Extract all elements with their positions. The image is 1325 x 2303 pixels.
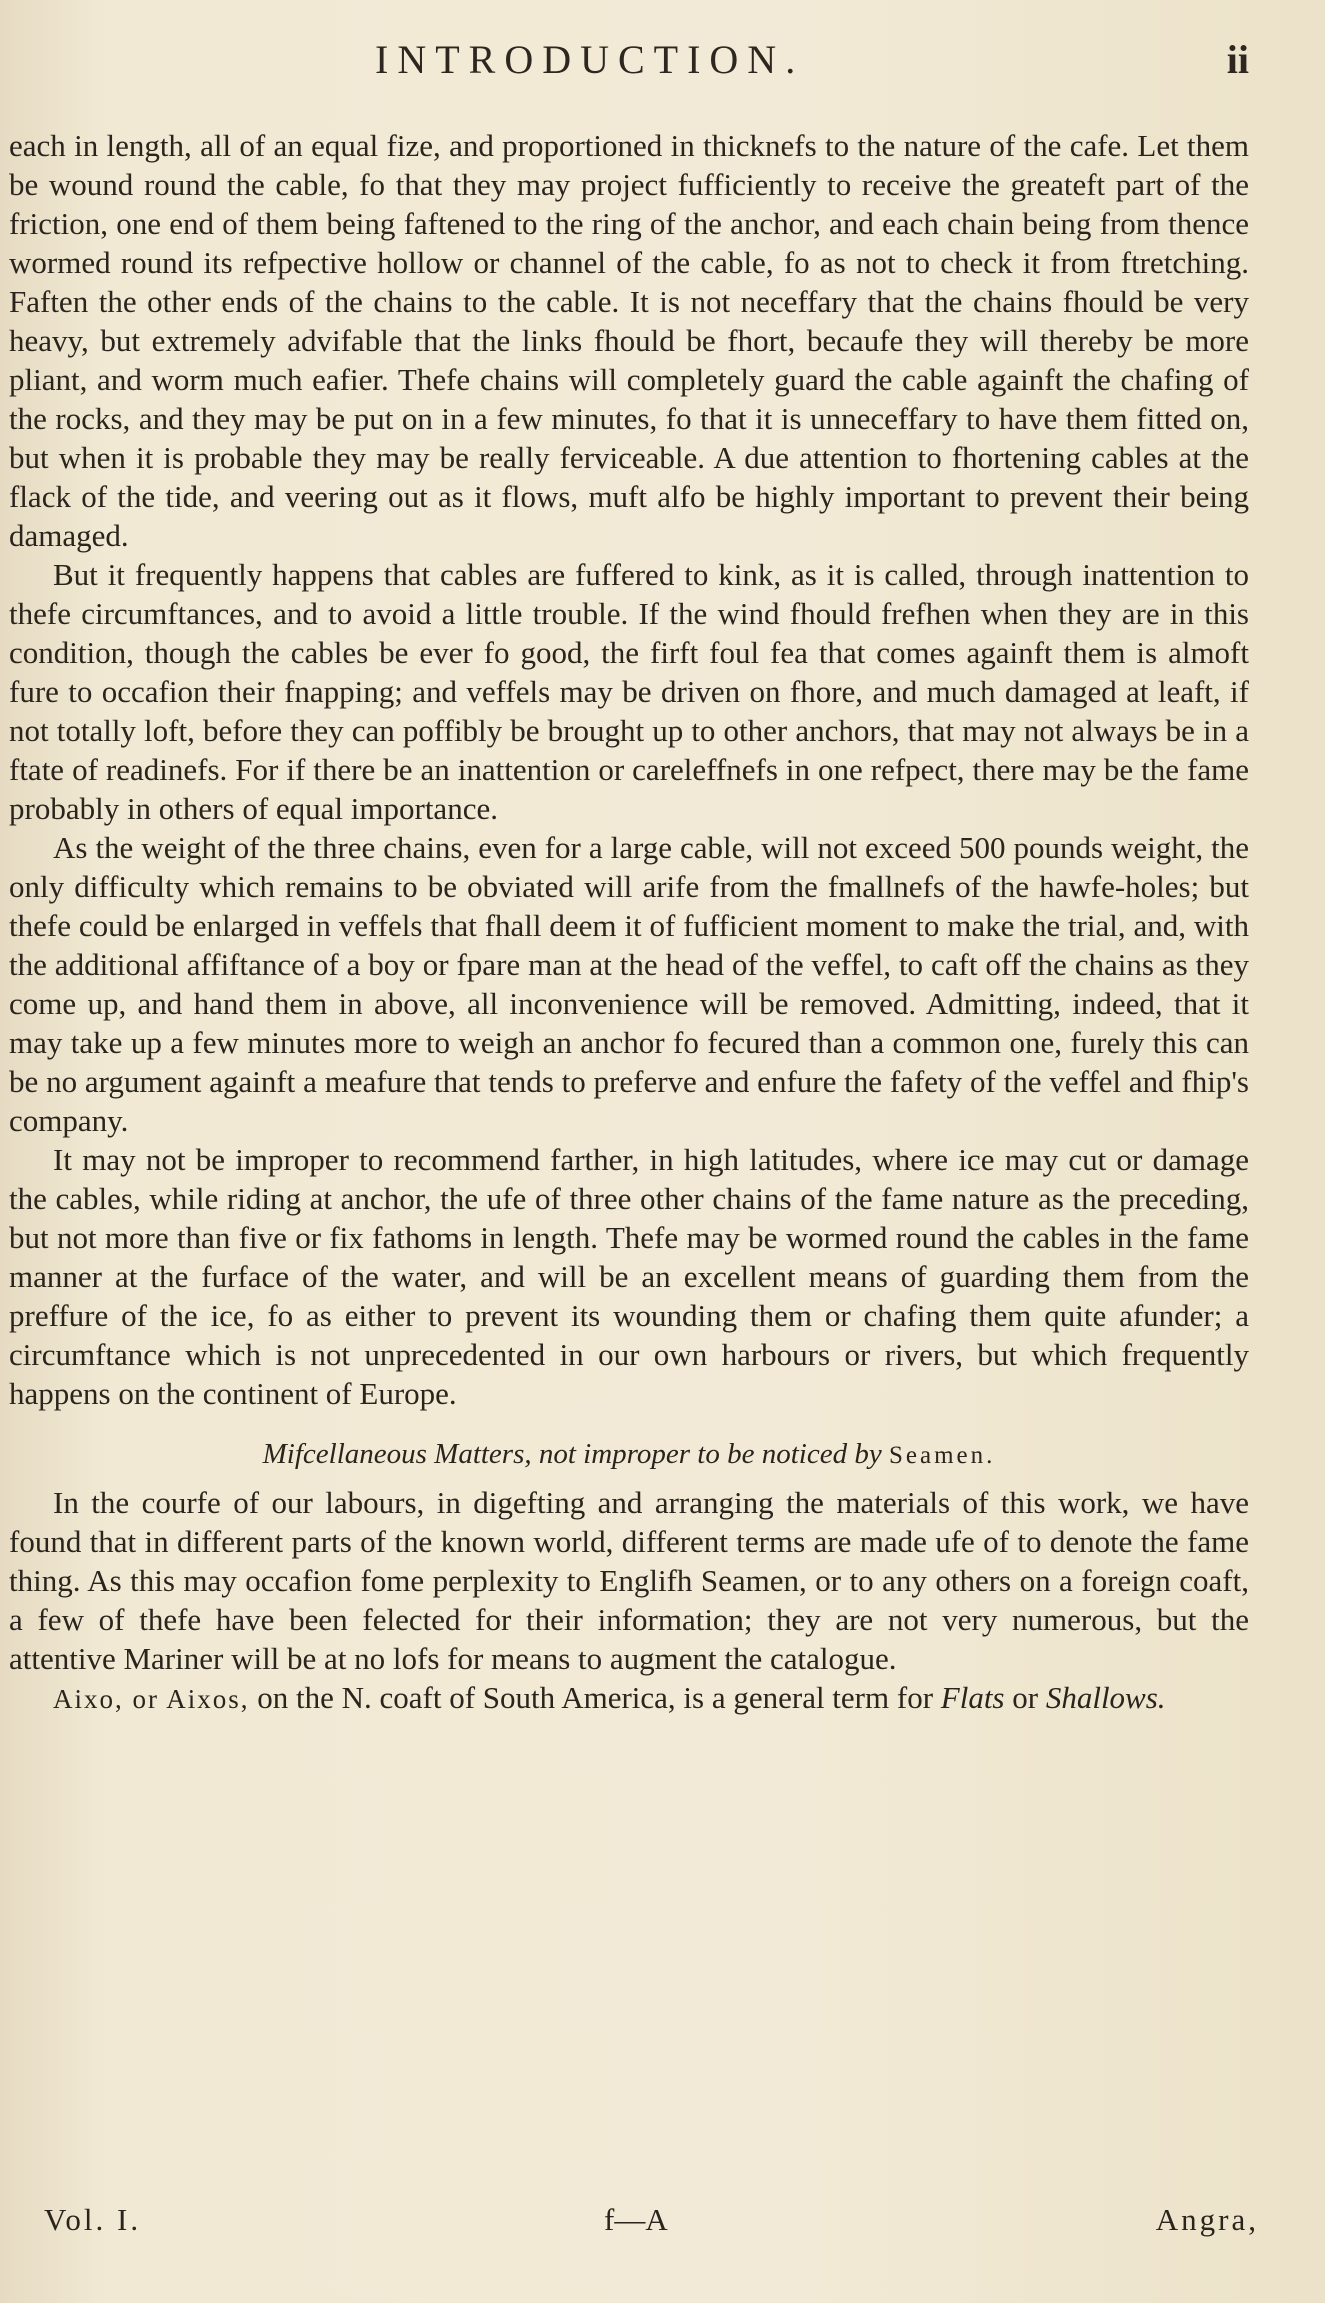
- paragraph-kinking-cables: But it frequently happens that cables are fuffered to kink, as it is called, through inattention to thefe circumftances, and to avoid a little trouble. If the wind fhould frefhen when they are in this condition, though the cables be ever fo good, the firft foul fea that comes againft them is almoft fure to occafion their fnapping; and veffels may be driven on fhore, and much damaged at leaft, if not totally loft, before they can poffibly be brought up to other anchors, that may not always be in a ftate of readinefs. For if there be an inattention or careleffnefs in one refpect, there may be the fame probably in others of equal importance.: [9, 557, 1249, 826]
- page-footer: [44, 2202, 1259, 2248]
- glossary-term: Aixo, or Aixos,: [53, 1684, 250, 1714]
- paragraph-ice-chains: It may not be improper to recommend farther, in high latitudes, where ice may cut or damage the cables, while riding at anchor, the ufe of three other chains of the fame nature as the preceding, but not more than five or fix fathoms in length. Thefe may be wormed round the cables in the fame manner at the furface of the water, and will be an excellent means of guarding them from the preffure of the ice, fo as either to prevent its wounding them or chafing them quite afunder; a circumftance which is not unprecedented in our own harbours or rivers, but which frequently happens on the continent of Europe.: [9, 1142, 1249, 1411]
- section-subheading: [9, 1435, 1249, 1475]
- glossary-entry: [9, 1678, 1249, 1719]
- catchword: Angra,: [1155, 2202, 1259, 2237]
- page-number: ii: [1226, 37, 1249, 82]
- page-body: [9, 126, 1249, 1719]
- paragraph-continued: each in length, all of an equal fize, and proportioned in thicknefs to the nature of the cafe. Let them be wound round the cable, fo that they may project fufficiently to receive the greateft part of the friction, one end of them being faftened to the ring of the anchor, and each chain being from thence wormed round its refpective hollow or channel of the cable, fo as not to check it from ftretching. Faften the other ends of the chains to the cable. It is not neceffary that the chains fhould be very heavy, but extremely advifable that the links fhould be fhort, becaufe they will thereby be more pliant, and worm much eafier. Thefe chains will completely guard the cable againft the chafing of the rocks, and they may be put on in a few minutes, fo that it is unneceffary to have them fitted on, but when it is probable they may be really ferviceable. A due attention to fhortening cables at the flack of the tide, and veering out as it flows, muft alfo be highly important to prevent their being damaged.: [9, 128, 1249, 553]
- running-head: INTRODUCTION.: [375, 37, 805, 82]
- glossary-italic-term-2: Shallows.: [1045, 1680, 1166, 1715]
- volume-label: Vol. I.: [44, 2202, 142, 2237]
- glossary-italic-term: Flats: [940, 1680, 1005, 1715]
- signature-mark: f—A: [604, 2202, 668, 2237]
- glossary-connector: or: [1004, 1680, 1046, 1715]
- glossary-text: on the N. coaft of South America, is a general term for: [249, 1680, 941, 1715]
- subheading-italic: Mifcellaneous Matters, not improper to be noticed by: [262, 1438, 882, 1470]
- page-header: [0, 36, 1325, 96]
- paragraph-miscellaneous: In the courfe of our labours, in digefting and arranging the materials of this work, we have found that in different parts of the known world, different terms are made ufe of to denote the fame thing. As this may occafion fome perplexity to Englifh Seamen, or to any others on a foreign coaft, a few of thefe have been felected for their information; they are not very numerous, but the attentive Mariner will be at no lofs for means to augment the catalogue.: [9, 1485, 1249, 1676]
- paragraph-chain-weight: As the weight of the three chains, even for a large cable, will not exceed 500 pounds weight, the only difficulty which remains to be obviated will arife from the fmallnefs of the hawfe-holes; but thefe could be enlarged in veffels that fhall deem it of fufficient moment to make the trial, and, with the additional affiftance of a boy or fpare man at the head of the veffel, to caft off the chains as they come up, and hand them in above, all inconvenience will be removed. Admitting, indeed, that it may take up a few minutes more to weigh an anchor fo fecured than a common one, furely this can be no argument againft a meafure that tends to preferve and enfure the fafety of the veffel and fhip's company.: [9, 830, 1249, 1138]
- subheading-small-caps: Seamen.: [888, 1442, 996, 1469]
